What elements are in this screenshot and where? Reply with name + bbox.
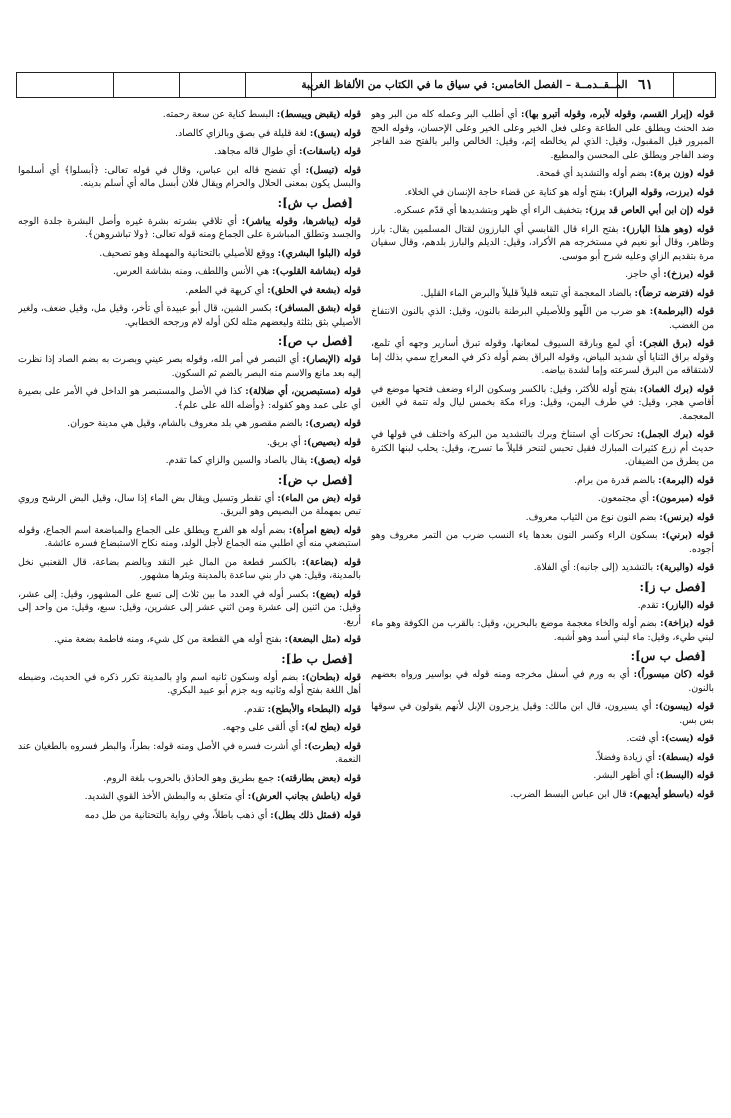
entry-headword: قوله (بزاخة): — [660, 618, 714, 629]
entry-paragraph — [18, 108, 361, 122]
entry-paragraph — [18, 633, 361, 647]
entry-headword: قوله (إبرار القسم، وقوله لأبره، وقوله أتبرو بها): — [521, 109, 714, 120]
entry-headword: قوله (برك الجمل): — [637, 429, 714, 440]
entry-headword: قوله (كان مبسوراً): — [633, 669, 714, 680]
left-column — [18, 108, 361, 1108]
entry-headword: قوله (بصق): — [310, 455, 361, 466]
entry-text: أي مجتمعون. — [597, 493, 652, 504]
entry-text: بضم النون نوع من الثياب معروف. — [525, 511, 660, 523]
entry-headword: قوله (بضاعة): — [301, 556, 361, 568]
entry-headword: قوله (بطحان): — [301, 671, 361, 683]
entry-headword: قوله (بست): — [661, 733, 714, 744]
entry-headword: قوله (البرمة): — [658, 474, 714, 486]
entry-headword: قوله (باسطو أيديهم): — [629, 788, 714, 800]
entry-paragraph — [18, 385, 361, 412]
entry-paragraph — [371, 700, 714, 727]
entry-text: أي تفضح قاله ابن عباس، وقال في قوله تعالى: ﴿أبسلوا﴾ أي أسلموا والبسل يكون بمعنى الحلال والحرام ويقال فلان أبسل ماله أي أسلم بدينه. — [18, 164, 361, 189]
entry-text: جمع بطريق وهو الحاذق بالحروب بلغة الروم. — [103, 772, 277, 784]
entry-headword: قوله (إن ابن أبي العاص قد برز): — [585, 205, 714, 216]
entry-headword: قوله (برزخ): — [663, 269, 714, 280]
header-empty-cell — [113, 73, 179, 97]
entry-paragraph — [18, 588, 361, 629]
entry-paragraph — [371, 186, 714, 200]
entry-text: أي أشرت فسره في الأصل ومنه قوله: بطراً، والبطر فسروه بالطغيان عند النعمة. — [18, 740, 361, 765]
entry-headword: قوله (باسقات): — [298, 146, 361, 157]
entry-headword: قوله (برق الفجر): — [639, 338, 714, 349]
entry-text: أي التبصر في أمر الله، وقوله بصر عيني وبصرت به بضم الصاد إذا نظرت إليه بعد مانع والاسم منه البصر بالضم ثم السكون. — [18, 354, 361, 379]
entry-text: بكسر أوله في العدد ما بين ثلاث إلى تسع على المشهور، وقيل: إلى عشر، وقيل: من اثنين إلى عشرة ومن اثني عشر إلى عشرين، وقيل: سبع، وقيل: من واحد إلى أربع. — [18, 588, 361, 627]
entry-text: أي لمع وبارقة السيوف لمعانها، وقوله تبرق أسارير وجهه أي تلمع، وقوله براق الثنايا أي شديد البياض، وقوله البراق بضم أوله ذكر في المعراج سمي بذلك إما لاشتقاقه من البرق لسرعته وإما لشدة بياضه. — [371, 338, 714, 376]
entry-headword: قوله (والبرية): — [656, 562, 714, 573]
entry-text: بضم أوله والخاء معجمة موضع بالبحرين، وقيل: بالقرب من الكوفة وهو ماء لبني طيء، وقيل: ماء لبني أسد وهو أشبه. — [371, 618, 714, 643]
entry-text: أي يسيرون، قال ابن مالك: وقيل يزجرون الإبل لأنهم يقولون في سوقها بس بس. — [371, 701, 714, 726]
entry-headword: قوله (يبسون): — [655, 701, 714, 712]
section-heading: [فصل ب ض]: — [277, 472, 353, 487]
entry-text: أي زيادة وفضلاً. — [594, 751, 658, 763]
entry-paragraph — [18, 809, 361, 823]
entry-headword: قوله (بصرى): — [305, 418, 361, 429]
entry-paragraph — [371, 529, 714, 556]
entry-paragraph — [371, 167, 714, 181]
entry-paragraph — [18, 284, 361, 298]
entry-paragraph — [371, 268, 714, 282]
entry-headword: قوله (بعض بطارقته): — [277, 772, 361, 784]
section-heading: [فصل ب ز]: — [639, 579, 706, 594]
entry-paragraph — [18, 703, 361, 717]
entry-text: أي تلاقي بشرته بشرة غيره وأصل البشرة جلدة الوجه والجسد وتطلق المباشرة على الجماع ومنه قوله تعالى: ﴿ولا تباشروهن﴾. — [18, 215, 361, 240]
entry-paragraph — [18, 454, 361, 468]
entry-paragraph — [371, 732, 714, 746]
entry-paragraph — [371, 305, 714, 332]
entry-paragraph — [371, 751, 714, 765]
entry-headword: قوله (يباشرها، وقوله يباشر): — [241, 215, 361, 227]
entry-paragraph — [18, 302, 361, 329]
page-body — [18, 108, 714, 1108]
entry-paragraph — [18, 127, 361, 141]
entry-paragraph — [371, 108, 714, 162]
entry-headword: قوله (بض من الماء): — [277, 492, 361, 504]
entry-headword: قوله (مبرمون): — [651, 493, 714, 504]
entry-text: هو ضرب من اللّهو وللأصيلي البرطنة بالنون، وقيل: الذي بالنون الانتفاخ من الغضب. — [371, 306, 714, 331]
entry-paragraph — [371, 223, 714, 264]
section-heading: [فصل ب ص]: — [277, 334, 353, 348]
header-empty-cell — [179, 73, 245, 97]
header-empty-cell — [673, 73, 715, 97]
entry-headword: قوله (مثل البضعة): — [284, 634, 361, 645]
entry-headword: قوله (برك الغماد): — [639, 383, 714, 395]
header-empty-cell — [245, 73, 311, 97]
entry-text: أي حاجز. — [625, 269, 664, 280]
entry-headword: قوله (بطرت): — [304, 740, 361, 752]
entry-text: بالضاد المعجمة أي تتبعه قليلاً قليلاً والبرض الماء القليل. — [420, 287, 635, 299]
entry-paragraph — [371, 617, 714, 644]
entry-headword: قوله (الإبصار): — [302, 354, 361, 365]
entry-text: أي فتت. — [626, 733, 662, 744]
entry-text: أي ألقى على وجهه. — [222, 722, 302, 733]
entry-paragraph — [371, 492, 714, 506]
entry-text: يقال بالصاد والسين والزاي كما تقدم. — [165, 455, 311, 466]
entry-paragraph — [371, 474, 714, 488]
page-header — [16, 72, 716, 98]
entry-paragraph — [371, 383, 714, 424]
entry-headword: قوله (برنس): — [659, 511, 714, 523]
entry-headword: قوله (برني): — [661, 530, 714, 541]
page-number: ٦١ — [617, 73, 673, 97]
entry-paragraph — [18, 790, 361, 804]
entry-text: تقدم. — [637, 599, 662, 611]
entry-text: لغة قليلة في بصق وبالزاي كالصاد. — [174, 127, 310, 139]
entry-paragraph — [18, 164, 361, 191]
entry-headword: قوله (البلوا البشري): — [277, 247, 361, 259]
entry-headword: قوله (بسطة): — [657, 751, 714, 763]
entry-text: أي كريهة في الطعم. — [185, 284, 268, 296]
entry-paragraph — [371, 204, 714, 218]
entry-text: بالضم مقصور هي بلد معروف بالشام، وقيل هي مدينة حوران. — [67, 418, 306, 429]
entry-text: البسط كناية عن سعة رحمته. — [162, 109, 277, 120]
entry-headword: قوله (البازر): — [661, 599, 714, 611]
entry-text: تحركات أي استناخ وبرك بالتشديد من البركة واختلف في قولها في حديث أم زرع كثيرات المبارك فقيل تحبس لتنحر قليلاً ما تسرح، وقيل: يحلب لبنها الكثرة من يطرق من الضيفان. — [371, 429, 714, 467]
entry-paragraph — [371, 668, 714, 695]
entry-paragraph — [18, 436, 361, 450]
entry-headword: قوله (برزت، وقوله البراز): — [609, 186, 714, 198]
entry-headword: قوله (يقبض ويبسط): — [276, 109, 361, 120]
entry-text: أي تقطر وتسيل ويقال بض الماء إذا سال، وقيل البض الرشح وروي تبص بمهملة من البصيص وهو البريق. — [18, 492, 361, 517]
entry-headword: قوله (البطحاء والأبطح): — [267, 703, 361, 715]
entry-headword: قوله (بصيص): — [303, 436, 361, 448]
entry-text: بفتح أوله هي القطعة من كل شيء، ومنه فاطمة بضعة مني. — [53, 634, 285, 645]
entry-paragraph — [371, 599, 714, 613]
entry-headword: قوله (بشعة في الحلق): — [267, 284, 361, 296]
entry-headword: قوله (باطش بجانب العرش): — [247, 791, 361, 802]
entry-headword: قوله (فترضه ترضاً): — [634, 287, 714, 299]
entry-text: أي طوال قاله مجاهد. — [214, 146, 299, 157]
entry-text: بفتح الراء قال القابسي أي البارزون لقتال المسلمين يقال: بارز وظاهر، وقال أبو نعيم في مستخرجه هم الأكراد، وقيل: الديلم والبارز بلدهم، وقال سفيان مرة بتقديم الزاي وعليه شرح أبو موسى. — [371, 223, 714, 262]
entry-paragraph — [18, 524, 361, 551]
entry-headword: قوله (بشق المسافر): — [274, 303, 361, 314]
entry-headword: قوله (البسط): — [656, 770, 714, 781]
entry-paragraph — [371, 337, 714, 378]
entry-paragraph — [18, 671, 361, 698]
section-heading: [فصل ب س]: — [630, 649, 706, 663]
entry-paragraph — [371, 287, 714, 301]
entry-paragraph — [18, 247, 361, 261]
entry-paragraph — [371, 511, 714, 525]
entry-headword: قوله (بسق): — [309, 127, 361, 139]
entry-paragraph — [18, 215, 361, 242]
entry-text: قال ابن عباس البسط الضرب. — [510, 788, 630, 800]
header-empty-cell — [47, 73, 113, 97]
entry-text: بسكون الراء وكسر النون بعدها ياء النسب ضرب من التمر معروف وهو أجوده. — [371, 530, 714, 555]
running-title: المــقــدمــة – الفصل الخامس: في سياق ما في الكتاب من الألفاظ الغريبة — [311, 73, 617, 97]
entry-text: بالضم قدرة من برام. — [574, 474, 659, 486]
right-column — [371, 108, 714, 1108]
entry-headword: قوله (بطح له): — [301, 722, 361, 733]
entry-paragraph — [18, 772, 361, 786]
entry-paragraph — [18, 353, 361, 380]
entry-text: بالتشديد (إلى جانبه): أي الفلاة. — [533, 562, 657, 573]
entry-headword: قوله (تبسل): — [305, 164, 361, 176]
entry-text: بضم أوله والتشديد أي قمحة. — [536, 168, 650, 179]
entry-text: بالكسر قطعة من المال غير النقد وبالضم بضاعة، قال القعنبي نخل بالمدينة، وقيل: هي دار بني ساعدة بالمدينة وبئرها مشهور. — [18, 556, 361, 581]
entry-text: ووقع للأصيلي بالتحتانية والمهملة وهو تصحيف. — [99, 247, 278, 259]
entry-text: بضم أوله وسكون ثانيه اسم وادٍ بالمدينة تكرر ذكره في الحديث، وضبطه أهل اللغة بفتح أوله وثانيه وبه جزم أبو عبيد البكري. — [18, 671, 361, 696]
entry-paragraph — [18, 721, 361, 735]
entry-headword: قوله (البرطمة): — [649, 306, 714, 317]
entry-headword: قوله (بضع): — [312, 588, 361, 600]
entry-paragraph — [18, 556, 361, 583]
entry-text: أي ذهب باطلاً، وفي رواية بالتحتانية من طل دمه — [84, 809, 271, 821]
entry-text: أي متعلق به والبطش الأخذ القوي الشديد. — [84, 791, 248, 802]
section-heading: [فصل ب ط]: — [281, 651, 353, 666]
entry-headword: قوله (وهو هلذا البارز): — [622, 223, 714, 235]
entry-paragraph — [371, 788, 714, 802]
entry-headword: قوله (فمثل ذلك بطل): — [270, 809, 361, 821]
entry-paragraph — [18, 145, 361, 159]
entry-text: أي به ورم في أسفل مخرجه ومنه قوله في بواسير ورواه بعضهم بالنون. — [371, 669, 714, 694]
entry-paragraph — [371, 428, 714, 469]
entry-headword: قوله (بضع امرأة): — [288, 524, 361, 536]
section-heading: [فصل ب ش]: — [277, 195, 353, 210]
entry-text: بفتح أوله للأكثر، وقيل: بالكسر وسكون الراء وضعف فتحها موضع في أقاصي هجر، وقيل: في طرف اليمن، وقيل: وراء مكة بخمس ليال وله تتمة في الغين المعجمة. — [371, 383, 714, 422]
entry-text: بتخفيف الراء أي ظهر وبتشديدها أي قدّم عسكره. — [393, 205, 586, 216]
entry-headword: قوله (وزن برة): — [649, 168, 714, 179]
entry-text: بكسر الشين، قال أبو عبيدة أي تأخر، وقيل مل، وقيل ضعف، ولغير الأصيلي بثق بثلثة وليعضهم مثله لكن أوله لام ورجحه الخطابي. — [18, 303, 361, 328]
entry-paragraph — [371, 561, 714, 575]
entry-paragraph — [18, 492, 361, 519]
entry-text: بضم أوله هو الفرج ويطلق على الجماع والمباضعة اسم الجماع، وقوله استبضعي منه أي اطلبي منه الجماع لأجل الولد، ومنه نكاح الاستبضاع فسره عائشة. — [18, 524, 361, 549]
entry-text: بفتح أوله هو كناية عن قضاء حاجة الإنسان في الخلاء. — [404, 186, 610, 198]
entry-headword: قوله (مستبصرين، أي ضلالة): — [245, 386, 361, 397]
entry-text: هي الأنس واللطف، ومنه بشاشة العرس. — [112, 266, 272, 277]
entry-paragraph — [18, 740, 361, 767]
entry-text: تقدم. — [243, 703, 268, 715]
entry-paragraph — [18, 265, 361, 279]
entry-text: أي بريق. — [266, 436, 304, 448]
entry-paragraph — [18, 417, 361, 431]
entry-text: أي أظهر البشر. — [593, 770, 657, 781]
entry-text: كذا في الأصل والمستبصر هو الداخل في الأمر على بصيرة أي على عمد وهو كقوله: ﴿وأضله الله على علم﴾. — [18, 386, 361, 411]
entry-paragraph — [371, 769, 714, 783]
entry-headword: قوله (بشاشة القلوب): — [271, 266, 361, 277]
entry-text: أي أطلب البر وعمله كله من البر وهو ضد الحنث ويطلق على الطاعة وعلى فعل الخير وعلى الخير وعلى الإحسان، وقوله الحج المبرور قيل المقبول، وقيل: الذي لم يخالطه إثم، وقيل: الخالص والبر بالفتح ضد الفاجر وضد الفاجر ويطلق على المحسن والمطيع. — [371, 109, 714, 161]
